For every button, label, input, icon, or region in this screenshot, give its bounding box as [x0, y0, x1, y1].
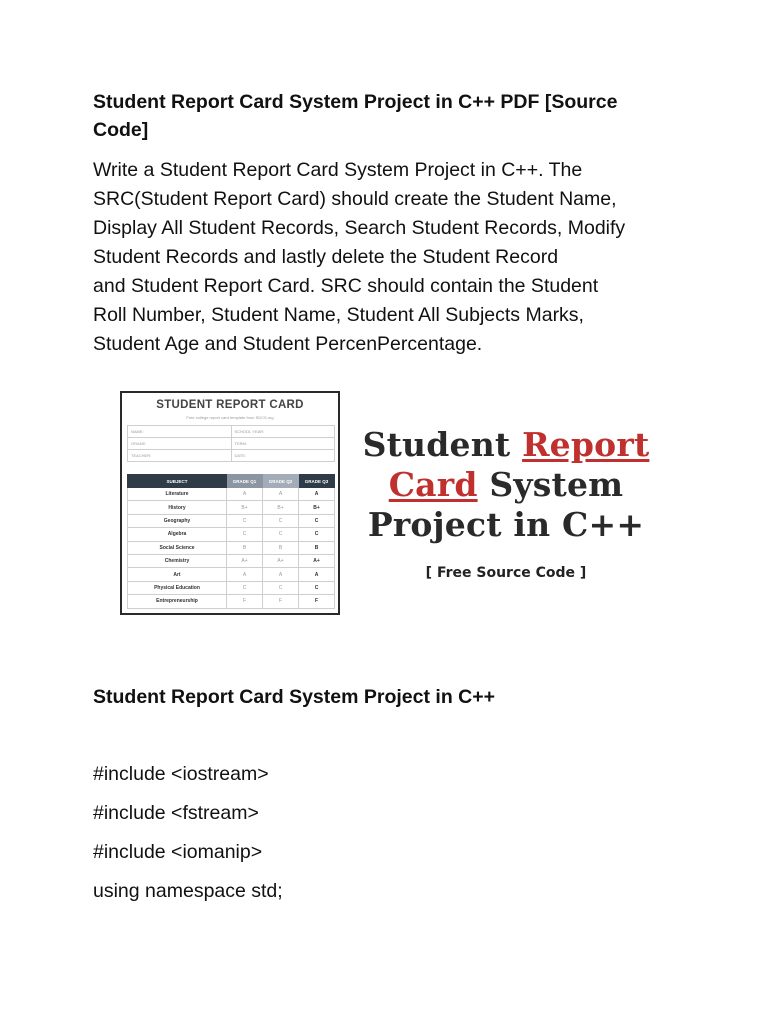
grade-cell: B: [263, 541, 299, 554]
info-field: TERM:: [231, 438, 335, 450]
grade-cell: C: [263, 581, 299, 594]
grade-cell: C: [263, 528, 299, 541]
subject-cell: Geography: [128, 514, 227, 527]
info-field: DATE:: [231, 450, 335, 462]
headline-word: System: [489, 465, 624, 504]
grade-cell: A: [299, 568, 335, 581]
grade-row: [128, 488, 335, 501]
subject-cell: Social Science: [128, 541, 227, 554]
document-body: [93, 88, 693, 359]
subject-cell: Entrepreneurship: [128, 595, 227, 608]
grade-cell: A: [263, 488, 299, 501]
grade-row: [128, 514, 335, 527]
code-line: #include <iomanip>: [93, 841, 263, 863]
grade-cell: B+: [299, 501, 335, 514]
header-grade-q1: GRADE Q1: [227, 475, 263, 488]
info-field: GRADE:: [128, 438, 232, 450]
subject-cell: History: [128, 501, 227, 514]
grade-table: [127, 474, 335, 609]
headline-accent-word: Card: [388, 465, 478, 504]
grade-row: [128, 541, 335, 554]
grade-cell: F: [263, 595, 299, 608]
grade-cell: B: [299, 541, 335, 554]
grade-row: [128, 528, 335, 541]
grade-cell: C: [299, 514, 335, 527]
grade-cell: A: [227, 488, 263, 501]
grade-cell: A+: [227, 554, 263, 567]
grade-row: [128, 581, 335, 594]
card-subtitle: Free college report card template from SDCS.org: [186, 415, 274, 420]
grade-cell: C: [227, 514, 263, 527]
grade-cell: C: [263, 514, 299, 527]
banner-headline: [354, 425, 658, 545]
document-title: Student Report Card System Project in C++ PDF [Source Code]: [93, 91, 618, 141]
subject-cell: Physical Education: [128, 581, 227, 594]
grade-table-header: [128, 475, 335, 488]
headline-accent-word: Report: [522, 425, 650, 464]
grade-cell: C: [227, 528, 263, 541]
info-row: [128, 426, 335, 438]
headline-word: Student: [362, 425, 511, 464]
grade-cell: A+: [299, 554, 335, 567]
card-title: STUDENT REPORT CARD: [156, 399, 304, 411]
code-line: #include <iostream>: [93, 763, 269, 785]
grade-cell: A: [263, 568, 299, 581]
subject-cell: Literature: [128, 488, 227, 501]
section-heading: Student Report Card System Project in C++: [93, 686, 496, 708]
grade-cell: B: [227, 541, 263, 554]
code-line: #include <fstream>: [93, 802, 259, 824]
grade-table-body: [128, 488, 335, 609]
info-field: SCHOOL YEAR:: [231, 426, 335, 438]
grade-cell: A: [227, 568, 263, 581]
subject-cell: Art: [128, 568, 227, 581]
info-row: [128, 450, 335, 462]
grade-row: [128, 501, 335, 514]
info-field: TEACHER:: [128, 450, 232, 462]
grade-cell: C: [227, 581, 263, 594]
grade-row: [128, 554, 335, 567]
headline-line-3: Project in C++: [367, 505, 645, 544]
intro-paragraph: Write a Student Report Card System Project in C++. The SRC(Student Report Card) should create the Student Name, Display All Student Records, Search Student Records, Modify Student Records and lastly delete the Student Record and Student Report Card. SRC should contain the Student Roll Number, Student Name, Student All Subjects Marks, Student Age and Student PercenPercentage.: [93, 159, 626, 355]
banner-tagline: [ Free Source Code ]: [425, 565, 587, 581]
grade-cell: A+: [263, 554, 299, 567]
report-card-preview: [120, 391, 340, 615]
info-row: [128, 438, 335, 450]
headline-line-1: [354, 425, 658, 465]
grade-cell: C: [299, 528, 335, 541]
header-grade-q2: GRADE Q2: [263, 475, 299, 488]
headline-line-2: [354, 465, 658, 505]
code-block: [93, 760, 283, 916]
grade-row: [128, 568, 335, 581]
header-subject: SUBJECT: [128, 475, 227, 488]
code-line: using namespace std;: [93, 880, 283, 902]
subject-cell: Chemistry: [128, 554, 227, 567]
grade-cell: B+: [263, 501, 299, 514]
subject-cell: Algebra: [128, 528, 227, 541]
grade-cell: F: [227, 595, 263, 608]
info-field: NAME:: [128, 426, 232, 438]
card-info-grid: [127, 425, 335, 462]
grade-cell: B+: [227, 501, 263, 514]
grade-cell: A: [299, 488, 335, 501]
header-grade-q3: GRADE Q3: [299, 475, 335, 488]
grade-cell: F: [299, 595, 335, 608]
grade-row: [128, 595, 335, 608]
grade-cell: C: [299, 581, 335, 594]
banner-image: [118, 391, 658, 619]
